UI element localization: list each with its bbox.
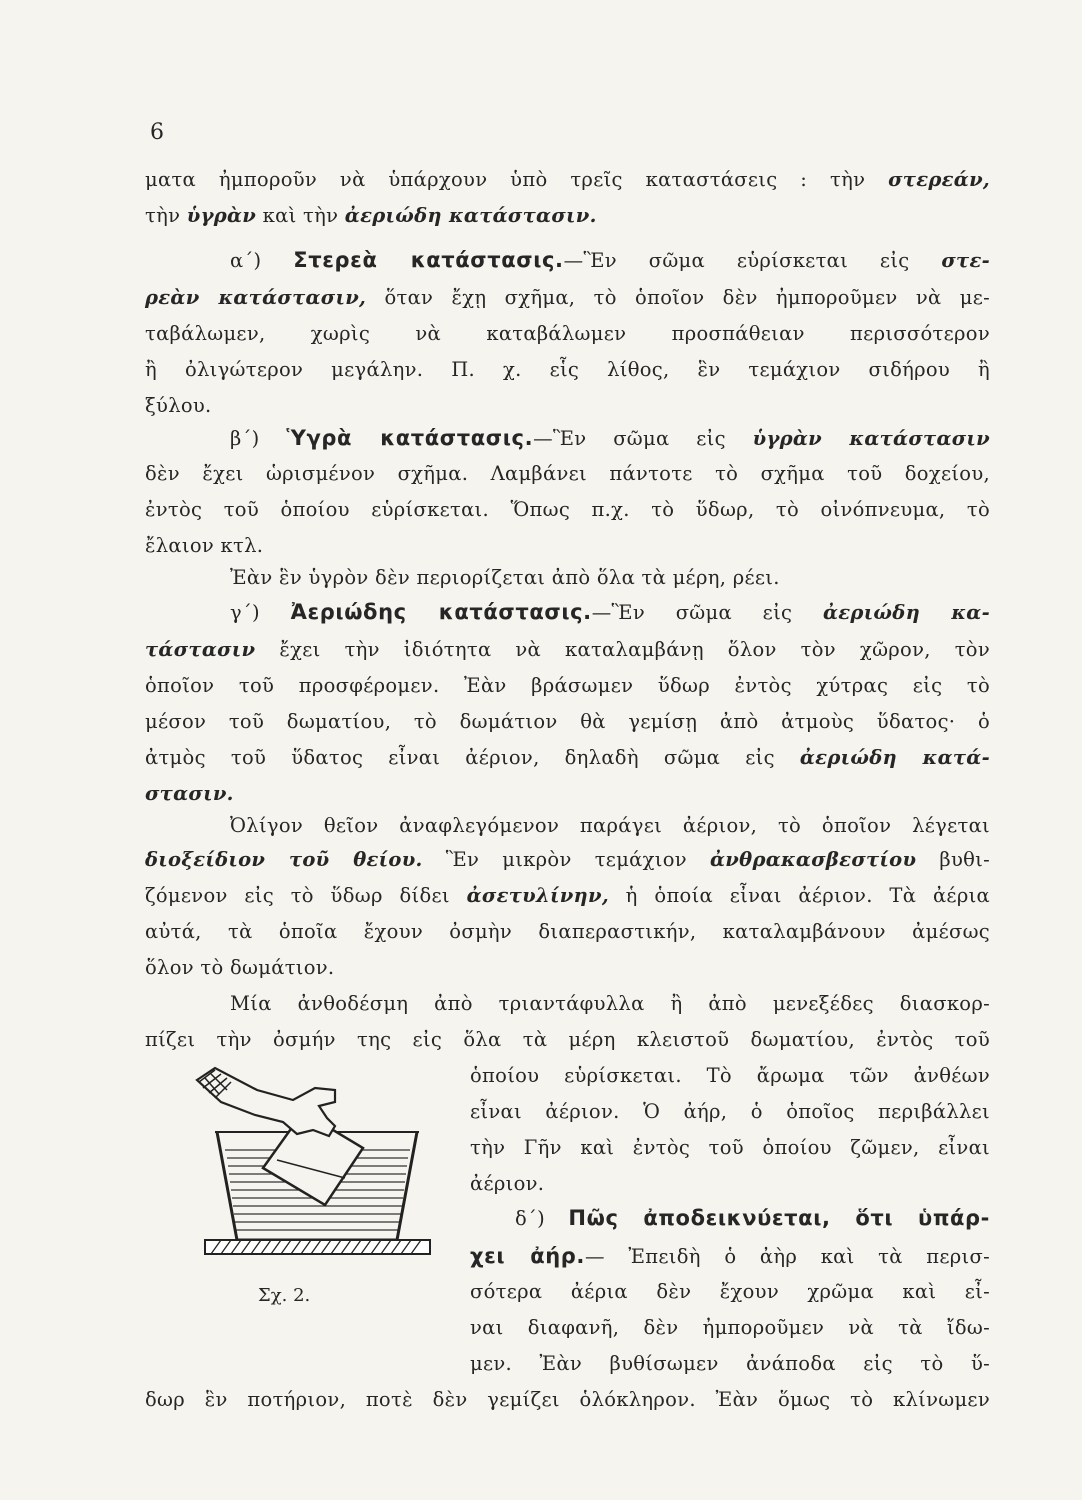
text-line: δωρ ἓν ποτήριον, ποτὲ δὲν γεμίζει ὁλόκληρον. Ἐὰν ὅμως τὸ κλίνωμεν bbox=[145, 1388, 990, 1411]
section-label: α΄) bbox=[230, 249, 262, 272]
section-label: δ΄) bbox=[515, 1207, 545, 1230]
emphasis: στερεάν, bbox=[888, 168, 991, 191]
page-number: 6 bbox=[150, 120, 164, 145]
emphasis: στε- bbox=[941, 249, 990, 272]
figure-caption: Σχ. 2. bbox=[258, 1285, 311, 1306]
text-line: ὅλον τὸ δωμάτιον. bbox=[145, 956, 335, 979]
text-line bbox=[470, 1238, 990, 1275]
line-text: βυθι- bbox=[939, 848, 990, 871]
emphasis: διοξείδιον τοῦ θείου. bbox=[145, 848, 423, 871]
text-line bbox=[145, 842, 990, 878]
text-line: Μία ἀνθοδέσμη ἀπὸ τριαντάφυλλα ἢ ἀπὸ μενεξέδες διασκορ- bbox=[230, 992, 990, 1015]
text-line: εἶναι ἀέριον. Ὁ ἀήρ, ὁ ὁποῖος περιβάλλει bbox=[470, 1100, 990, 1123]
hand-icon bbox=[197, 1068, 335, 1136]
line-text: Ἓν μικρὸν τεμάχιον bbox=[445, 848, 687, 871]
text-line bbox=[145, 878, 990, 914]
emphasis: ρεὰν κατάστασιν, bbox=[145, 286, 367, 309]
heading: Πῶς ἀποδεικνύεται, ὅτι ὑπάρ- bbox=[568, 1206, 991, 1230]
line-text: ζόμενον εἰς τὸ ὕδωρ δίδει bbox=[145, 884, 450, 907]
emphasis: ὑγρὰν κατάστασιν bbox=[752, 427, 990, 450]
section-heading-d bbox=[515, 1200, 990, 1237]
text-line bbox=[145, 632, 990, 668]
line-text: ἡ ὁποία εἶναι ἀέριον. Τὰ ἀέρια bbox=[625, 884, 990, 907]
emphasis: τάστασιν bbox=[145, 638, 256, 661]
section-label: β΄) bbox=[230, 427, 260, 450]
line-text: —Ἓν σῶμα εὑρίσκεται εἰς bbox=[563, 249, 910, 272]
text-line: σότερα ἀέρια δὲν ἔχουν χρῶμα καὶ εἶ- bbox=[470, 1280, 990, 1303]
line-text: ἀτμὸς τοῦ ὕδατος εἶναι ἀέριον, δηλαδὴ σῶμα εἰς bbox=[145, 746, 775, 769]
text-line: μέσον τοῦ δωματίου, τὸ δωμάτιον θὰ γεμίσῃ ἀπὸ ἀτμοὺς ὕδατος· ὁ bbox=[145, 710, 990, 733]
text-line: ξύλου. bbox=[145, 394, 212, 417]
figure-glass-in-water bbox=[185, 1060, 470, 1270]
section-label: γ΄) bbox=[230, 601, 260, 624]
emphasis: ἀεριώδη κα- bbox=[822, 601, 991, 624]
emphasis: ἀνθρακασβεστίου bbox=[710, 848, 917, 871]
text-line: πίζει τὴν ὀσμήν της εἰς ὅλα τὰ μέρη κλειστοῦ δωματίου, ἐντὸς τοῦ bbox=[145, 1028, 990, 1051]
text-line: ὁποίου εὑρίσκεται. Τὸ ἄρωμα τῶν ἀνθέων bbox=[470, 1064, 990, 1087]
line-text: ὅταν ἔχῃ σχῆμα, τὸ ὁποῖον δὲν ἠμποροῦμεν νὰ με- bbox=[384, 286, 990, 309]
text-line: ἔλαιον κτλ. bbox=[145, 534, 264, 557]
emphasis: στασιν. bbox=[145, 782, 234, 805]
line-text: ματα ἠμποροῦν νὰ ὑπάρχουν ὑπὸ τρεῖς καταστάσεις : τὴν bbox=[145, 168, 866, 191]
section-heading-c bbox=[230, 594, 990, 631]
text-line: τὴν Γῆν καὶ ἐντὸς τοῦ ὁποίου ζῶμεν, εἶναι bbox=[470, 1136, 990, 1159]
emphasis: ἀσετυλίνην, bbox=[466, 884, 609, 907]
text-line bbox=[145, 776, 990, 812]
line-text: —Ἓν σῶμα εἰς bbox=[591, 601, 793, 624]
text-line: ταβάλωμεν, χωρὶς νὰ καταβάλωμεν προσπάθειαν περισσότερον bbox=[145, 322, 990, 345]
text-line: ἀέριον. bbox=[470, 1172, 545, 1195]
text-line bbox=[145, 740, 990, 776]
section-heading-b bbox=[230, 420, 990, 457]
text-line: αὐτά, τὰ ὁποῖα ἔχουν ὀσμὴν διαπεραστικήν, καταλαμβάνουν ἀμέσως bbox=[145, 920, 990, 943]
text-line: μεν. Ἐὰν βυθίσωμεν ἀνάποδα εἰς τὸ ὕ- bbox=[470, 1352, 990, 1375]
heading: Στερεὰ κατάστασις. bbox=[293, 248, 564, 272]
text-line: ὁποῖον τοῦ προσφέρομεν. Ἐὰν βράσωμεν ὕδωρ ἐντὸς χύτρας εἰς τὸ bbox=[145, 674, 990, 697]
text-line: ἢ ὀλιγώτερον μεγάλην. Π. χ. εἷς λίθος, ἓν τεμάχιον σιδήρου ἢ bbox=[145, 358, 990, 381]
heading: χει ἀήρ. bbox=[470, 1244, 585, 1268]
text-line: Ὀλίγον θεῖον ἀναφλεγόμενον παράγει ἀέριον, τὸ ὁποῖον λέγεται bbox=[230, 814, 990, 837]
text-line bbox=[145, 162, 990, 198]
line-text: —Ἓν σῶμα εἰς bbox=[533, 427, 726, 450]
line-text: — Ἐπειδὴ ὁ ἀὴρ καὶ τὰ περισ- bbox=[584, 1245, 990, 1268]
section-heading-a bbox=[230, 242, 990, 279]
emphasis: ὑγρὰν bbox=[186, 204, 257, 227]
emphasis: ἀεριώδη κατάστασιν. bbox=[344, 204, 597, 227]
heading: Ὑγρὰ κατάστασις. bbox=[286, 426, 534, 450]
text-line: δὲν ἔχει ὡρισμένον σχῆμα. Λαμβάνει πάντοτε τὸ σχῆμα τοῦ δοχείου, bbox=[145, 462, 990, 485]
emphasis: ἀεριώδη κατά- bbox=[799, 746, 990, 769]
heading: Ἀεριώδης κατάστασις. bbox=[290, 600, 592, 624]
text-line: Ἐὰν ἓν ὑγρὸν δὲν περιορίζεται ἀπὸ ὅλα τὰ μέρη, ρέει. bbox=[230, 566, 780, 589]
text-line bbox=[145, 280, 990, 316]
line-text: ἔχει τὴν ἰδιότητα νὰ καταλαμβάνῃ ὅλον τὸν χῶρον, τὸν bbox=[279, 638, 991, 661]
line-text: τὴν bbox=[145, 204, 181, 227]
text-line bbox=[145, 198, 990, 234]
line-text: καὶ τὴν bbox=[262, 204, 339, 227]
text-line: ἐντὸς τοῦ ὁποίου εὑρίσκεται. Ὅπως π.χ. τὸ ὕδωρ, τὸ οἰνόπνευμα, τὸ bbox=[145, 498, 990, 521]
text-line: ναι διαφανῆ, δὲν ἠμποροῦμεν νὰ τὰ ἴδω- bbox=[470, 1316, 990, 1339]
